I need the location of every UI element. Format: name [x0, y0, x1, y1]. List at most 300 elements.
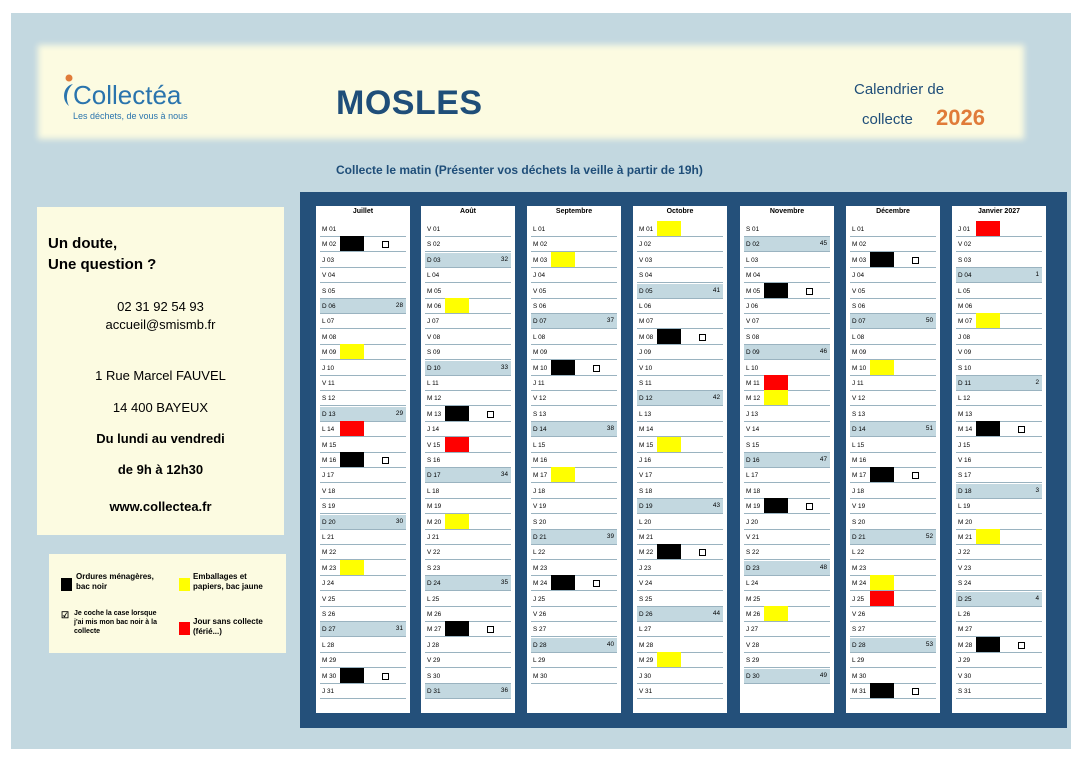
day-row	[850, 592, 936, 607]
collection-checkbox[interactable]	[806, 503, 813, 510]
logo-wordmark: Collectéa	[73, 80, 182, 110]
day-label: D 23	[746, 564, 760, 572]
day-label: V 23	[958, 564, 972, 572]
day-label: M 25	[746, 595, 761, 603]
day-label: M 08	[639, 333, 654, 341]
day-label: M 27	[958, 626, 973, 634]
day-label: V 11	[322, 380, 335, 387]
day-label: L 17	[746, 472, 759, 480]
week-number: 52	[925, 533, 933, 540]
day-row	[850, 653, 936, 668]
collection-checkbox[interactable]	[912, 472, 919, 479]
day-label: D 04	[958, 272, 972, 280]
day-row	[320, 453, 406, 468]
yellow-bin-marker	[657, 437, 681, 452]
day-label: D 28	[852, 641, 866, 649]
day-label: J 25	[533, 595, 546, 603]
day-row	[320, 237, 406, 252]
day-label: M 26	[427, 611, 442, 618]
day-label: M 24	[852, 580, 867, 588]
day-label: S 05	[322, 287, 336, 295]
day-label: S 29	[746, 657, 760, 665]
day-row	[850, 438, 936, 453]
day-row	[425, 468, 511, 483]
day-label: M 06	[958, 303, 973, 310]
day-label: J 23	[639, 564, 652, 572]
day-row	[320, 576, 406, 591]
yellow-bin-marker	[340, 560, 364, 575]
week-number: 31	[395, 625, 403, 633]
week-number: 4	[1035, 594, 1039, 602]
day-label: M 04	[746, 272, 761, 280]
collection-checkbox[interactable]	[382, 241, 389, 248]
day-row	[637, 222, 723, 237]
day-label: S 31	[958, 688, 972, 695]
holiday-marker	[340, 421, 364, 436]
collection-checkbox[interactable]	[487, 626, 494, 633]
day-label: M 24	[533, 580, 548, 588]
logo-tagline: Les déchets, de vous à nous	[73, 111, 188, 121]
day-label: J 04	[533, 272, 546, 280]
day-row	[956, 222, 1042, 237]
black-bin-marker	[340, 452, 364, 467]
day-row	[956, 653, 1042, 668]
day-label: M 19	[427, 503, 442, 511]
day-label: M 16	[322, 457, 337, 464]
legend-yellow-swatch	[179, 578, 190, 591]
calendar-year: 2026	[936, 105, 985, 130]
day-label: J 24	[322, 580, 335, 588]
day-row	[744, 237, 830, 252]
day-label: L 13	[639, 410, 652, 418]
day-row	[637, 268, 723, 283]
day-label: J 22	[958, 549, 971, 557]
day-row	[320, 653, 406, 668]
day-row	[956, 622, 1042, 637]
legend-check-line1: Je coche la case lorsque	[74, 610, 157, 617]
day-label: V 24	[639, 580, 653, 588]
day-label: L 12	[958, 395, 971, 403]
collection-checkbox[interactable]	[593, 580, 600, 587]
day-row	[425, 561, 511, 576]
yellow-bin-marker	[551, 467, 575, 482]
holiday-marker	[445, 437, 469, 452]
day-label: M 10	[852, 364, 867, 372]
day-label: L 07	[322, 318, 335, 326]
day-label: J 09	[639, 349, 652, 357]
day-label: S 25	[639, 595, 653, 603]
day-label: D 16	[746, 457, 760, 464]
day-label: D 09	[746, 349, 760, 357]
day-label: D 19	[639, 503, 653, 511]
day-label: M 20	[958, 518, 973, 526]
day-label: M 17	[533, 472, 548, 480]
day-label: V 26	[852, 611, 866, 618]
day-row	[850, 607, 936, 622]
week-number: 48	[819, 563, 827, 571]
day-row	[320, 361, 406, 376]
day-label: V 30	[958, 672, 972, 680]
day-label: L 28	[322, 641, 335, 649]
opening-hours: de 9h à 12h30	[117, 462, 204, 477]
day-row	[744, 314, 830, 329]
day-row	[744, 253, 830, 268]
day-row	[531, 653, 617, 668]
day-row	[637, 669, 723, 684]
day-row	[531, 268, 617, 283]
day-label: V 08	[427, 333, 441, 341]
day-label: M 29	[322, 657, 337, 665]
day-label: L 11	[427, 380, 439, 387]
week-number: 1	[1035, 271, 1039, 279]
day-label: J 10	[322, 364, 335, 372]
day-label: S 01	[746, 226, 760, 233]
day-row	[956, 530, 1042, 545]
day-row	[320, 330, 406, 345]
website-link: www.collectea.fr	[109, 499, 212, 514]
day-label: J 06	[746, 303, 759, 310]
day-row	[425, 222, 511, 237]
day-label: D 07	[533, 318, 547, 326]
month-name: Juillet	[352, 208, 374, 215]
month-name: Décembre	[876, 208, 910, 215]
week-number: 49	[819, 671, 827, 679]
day-label: M 09	[852, 349, 867, 357]
day-row	[850, 222, 936, 237]
day-row	[531, 345, 617, 360]
day-row	[425, 515, 511, 530]
day-label: M 18	[746, 487, 761, 495]
day-row	[637, 499, 723, 514]
day-label: J 25	[852, 595, 865, 603]
day-row	[744, 222, 830, 237]
black-bin-marker	[764, 283, 788, 298]
day-label: D 31	[427, 688, 441, 695]
week-number: 37	[606, 317, 614, 325]
day-row	[425, 499, 511, 514]
day-row	[531, 299, 617, 314]
day-row	[956, 545, 1042, 560]
collection-checkbox[interactable]	[487, 411, 494, 418]
day-label: L 29	[852, 657, 865, 665]
day-label: M 29	[639, 657, 654, 665]
day-label: M 30	[533, 672, 548, 680]
day-label: M 13	[958, 410, 973, 418]
day-row	[744, 268, 830, 283]
day-row	[637, 684, 723, 699]
day-label: J 17	[322, 472, 335, 480]
day-label: J 07	[427, 318, 440, 326]
week-number: 28	[395, 302, 403, 309]
day-label: V 26	[533, 611, 547, 618]
day-label: D 03	[427, 256, 441, 264]
legend-yellow-line1: Emballages et	[193, 572, 247, 581]
day-label: D 14	[533, 426, 547, 434]
day-label: M 05	[746, 287, 761, 295]
black-bin-marker	[657, 329, 681, 344]
day-row	[425, 607, 511, 622]
day-label: M 23	[533, 564, 548, 572]
day-row	[850, 376, 936, 391]
day-label: L 08	[533, 333, 546, 341]
day-row	[531, 484, 617, 499]
collection-checkbox[interactable]	[699, 334, 706, 341]
day-label: D 30	[746, 672, 760, 680]
day-row	[425, 684, 511, 699]
week-number: 50	[925, 317, 933, 325]
day-label: M 16	[533, 457, 548, 464]
day-row	[531, 284, 617, 299]
month-name: Septembre	[555, 208, 593, 215]
day-label: M 28	[958, 641, 973, 649]
day-row	[744, 561, 830, 576]
day-label: V 09	[958, 349, 972, 357]
collection-checkbox[interactable]	[593, 365, 600, 372]
yellow-bin-marker	[976, 313, 1000, 328]
day-label: M 21	[958, 534, 973, 541]
month-column	[527, 206, 621, 713]
day-label: M 15	[639, 441, 654, 449]
legend-red-swatch	[179, 622, 190, 635]
day-label: J 08	[958, 333, 971, 341]
day-row	[744, 422, 830, 437]
yellow-bin-marker	[657, 221, 681, 236]
day-row	[320, 253, 406, 268]
day-row	[425, 407, 511, 422]
month-column	[846, 206, 940, 713]
day-row	[425, 576, 511, 591]
day-label: L 15	[852, 441, 865, 449]
day-row	[637, 530, 723, 545]
day-label: J 01	[958, 226, 971, 233]
collection-checkbox[interactable]	[912, 688, 919, 695]
day-label: M 21	[639, 534, 654, 541]
day-label: S 27	[533, 626, 547, 634]
day-label: V 15	[427, 441, 441, 449]
day-label: M 30	[852, 672, 867, 680]
day-label: S 30	[427, 672, 441, 680]
day-label: V 04	[322, 272, 336, 280]
day-label: S 20	[533, 518, 547, 526]
day-label: V 01	[427, 226, 441, 233]
black-bin-marker	[340, 668, 364, 683]
day-label: M 22	[322, 549, 337, 557]
day-row	[956, 607, 1042, 622]
day-row	[320, 592, 406, 607]
town-name: MOSLES	[336, 84, 483, 122]
calendar-title-line1: Calendrier de	[854, 81, 945, 98]
day-row	[850, 484, 936, 499]
day-label: D 24	[427, 580, 441, 588]
week-number: 29	[395, 409, 403, 417]
day-row	[320, 545, 406, 560]
day-row	[744, 592, 830, 607]
day-row	[744, 284, 830, 299]
day-label: S 22	[746, 549, 760, 557]
day-label: V 19	[533, 503, 547, 511]
day-label: D 18	[958, 487, 972, 495]
day-label: M 10	[533, 364, 548, 372]
day-row	[320, 284, 406, 299]
day-label: M 07	[958, 318, 973, 326]
day-label: M 26	[746, 611, 761, 618]
week-number: 42	[712, 394, 720, 402]
day-label: J 16	[639, 457, 652, 464]
collection-checkbox[interactable]	[806, 288, 813, 295]
day-row	[956, 438, 1042, 453]
day-label: S 03	[958, 256, 972, 264]
legend-yellow-line2: papiers, bac jaune	[193, 582, 263, 591]
day-row	[850, 545, 936, 560]
day-label: S 13	[533, 410, 547, 418]
collection-checkbox[interactable]	[1018, 642, 1025, 649]
day-row	[637, 484, 723, 499]
day-row	[425, 330, 511, 345]
day-row	[850, 253, 936, 268]
day-label: V 19	[852, 503, 866, 511]
day-row	[320, 222, 406, 237]
day-row	[425, 284, 511, 299]
week-number: 38	[606, 425, 614, 433]
day-label: J 29	[958, 657, 971, 665]
day-label: S 27	[852, 626, 866, 634]
collection-checkbox[interactable]	[1018, 426, 1025, 433]
contact-street: 1 Rue Marcel FAUVEL	[95, 368, 226, 383]
day-row	[637, 653, 723, 668]
day-row	[637, 607, 723, 622]
day-label: V 02	[958, 241, 972, 249]
collection-checkbox[interactable]	[382, 457, 389, 464]
day-row	[956, 453, 1042, 468]
week-number: 46	[819, 348, 827, 356]
day-label: L 26	[958, 611, 971, 618]
day-row	[425, 422, 511, 437]
day-label: J 15	[958, 441, 971, 449]
day-row	[531, 561, 617, 576]
collection-checkbox[interactable]	[699, 549, 706, 556]
day-label: D 12	[639, 395, 653, 403]
day-label: S 10	[958, 364, 972, 372]
day-row	[531, 499, 617, 514]
day-label: D 06	[322, 303, 336, 310]
day-row	[956, 361, 1042, 376]
day-label: S 19	[322, 503, 336, 511]
legend-check-line2: j'ai mis mon bac noir à la	[74, 619, 157, 626]
day-row	[744, 607, 830, 622]
day-label: S 06	[533, 303, 547, 310]
day-row	[531, 422, 617, 437]
month-column	[421, 206, 515, 713]
day-label: M 12	[427, 395, 442, 403]
week-number: 30	[395, 517, 403, 525]
month-name: Octobre	[666, 208, 694, 215]
day-row	[425, 268, 511, 283]
month-column	[740, 206, 834, 713]
day-label: M 13	[427, 410, 442, 418]
day-row	[956, 284, 1042, 299]
day-label: V 10	[639, 364, 653, 372]
day-row	[531, 545, 617, 560]
contact-city: 14 400 BAYEUX	[112, 400, 209, 415]
day-row	[531, 607, 617, 622]
day-row	[956, 515, 1042, 530]
calendar-title-line2: collecte	[862, 111, 913, 128]
day-label: V 12	[852, 395, 866, 403]
week-number: 2	[1035, 379, 1039, 386]
day-label: L 15	[533, 441, 546, 449]
week-number: 39	[606, 533, 614, 540]
day-row	[744, 499, 830, 514]
week-number: 34	[500, 471, 508, 479]
day-label: J 28	[427, 641, 440, 649]
day-row	[956, 669, 1042, 684]
day-label: V 05	[533, 287, 547, 295]
black-bin-marker	[551, 360, 575, 375]
day-row	[320, 638, 406, 653]
day-row	[956, 237, 1042, 252]
day-label: S 12	[322, 395, 336, 403]
day-row	[744, 330, 830, 345]
day-row	[320, 376, 406, 391]
week-number: 3	[1035, 486, 1039, 494]
day-row	[320, 484, 406, 499]
day-row	[531, 515, 617, 530]
day-label: M 08	[322, 333, 337, 341]
month-name: Janvier 2027	[977, 208, 1021, 215]
day-label: V 05	[852, 287, 866, 295]
day-row	[850, 453, 936, 468]
day-row	[637, 391, 723, 406]
day-label: D 02	[746, 241, 760, 249]
yellow-bin-marker	[870, 575, 894, 590]
day-label: J 20	[746, 518, 759, 526]
day-row	[956, 407, 1042, 422]
week-number: 43	[712, 502, 720, 510]
day-row	[850, 407, 936, 422]
week-number: 53	[925, 640, 933, 648]
yellow-bin-marker	[657, 652, 681, 667]
day-label: J 04	[852, 272, 865, 280]
day-label: M 15	[322, 441, 337, 449]
black-bin-marker	[657, 544, 681, 559]
day-label: L 22	[533, 549, 546, 557]
day-label: L 18	[427, 487, 440, 495]
day-label: S 09	[427, 349, 441, 357]
day-row	[531, 253, 617, 268]
collection-checkbox[interactable]	[382, 673, 389, 680]
day-row	[425, 622, 511, 637]
day-row	[850, 391, 936, 406]
collection-checkbox[interactable]	[912, 257, 919, 264]
day-label: S 13	[852, 410, 866, 418]
week-number: 47	[819, 456, 827, 463]
day-label: S 20	[852, 518, 866, 526]
day-row	[637, 330, 723, 345]
day-row	[531, 361, 617, 376]
day-label: D 17	[427, 472, 441, 480]
day-row	[850, 299, 936, 314]
collectea-logo	[59, 56, 199, 126]
day-row	[531, 638, 617, 653]
legend-red-line2: (férié...)	[193, 627, 222, 636]
day-label: V 17	[639, 472, 653, 480]
day-row	[850, 561, 936, 576]
question-heading	[48, 233, 156, 275]
collection-note: Collecte le matin (Présenter vos déchets la veille à partir de 19h)	[336, 163, 703, 177]
day-row	[850, 638, 936, 653]
day-row	[850, 422, 936, 437]
day-row	[425, 638, 511, 653]
